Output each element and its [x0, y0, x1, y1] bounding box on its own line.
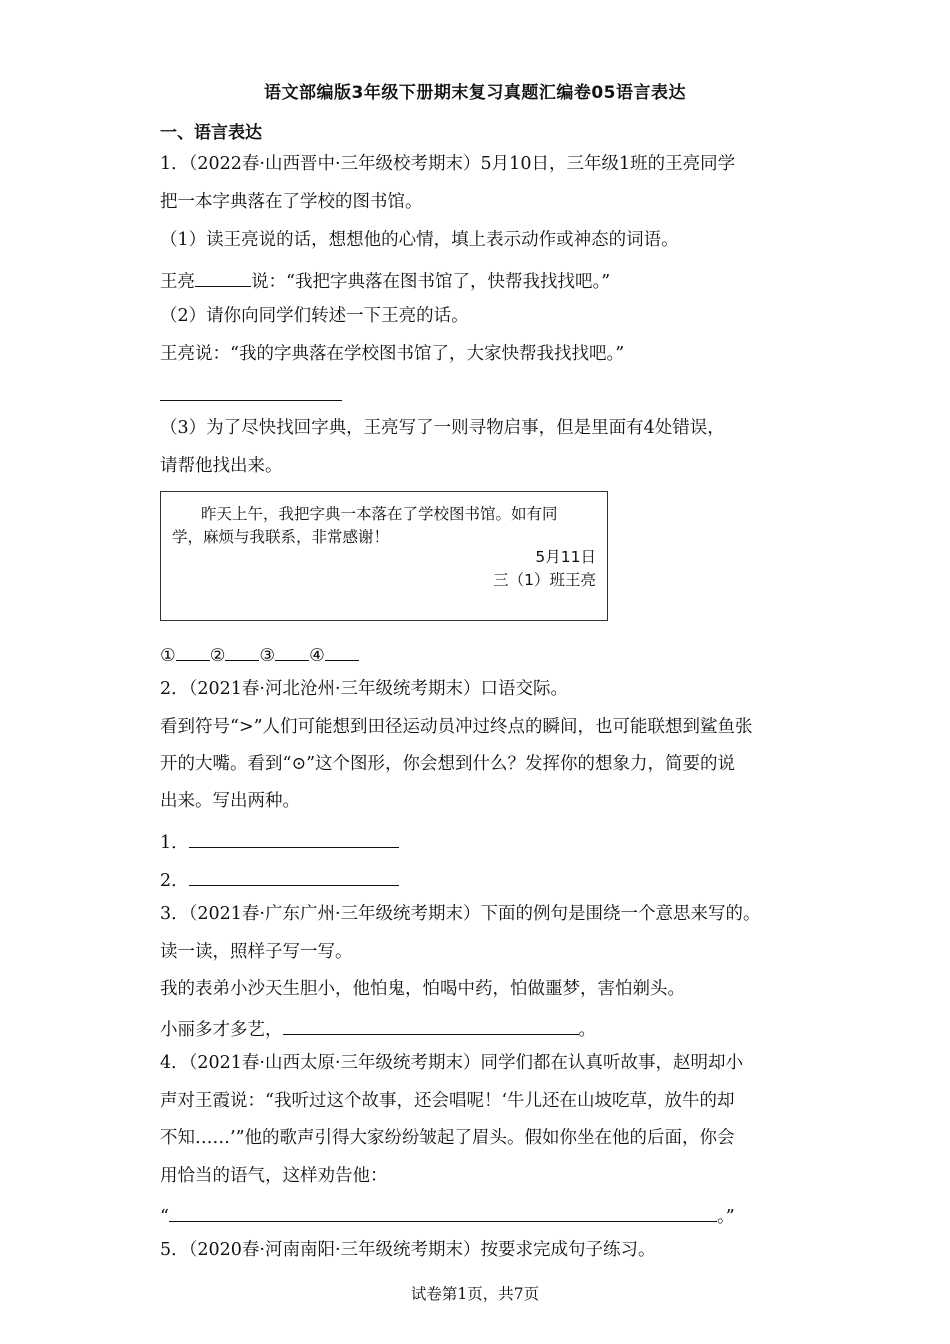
q4-line1: 4．（2021春·山西太原·三年级统考期末）同学们都在认真听故事，赵明却小: [160, 1053, 744, 1073]
q1-sub1-blank[interactable]: [195, 270, 251, 287]
lost-item-notice: [160, 491, 608, 621]
q2-answer-2-blank[interactable]: [189, 869, 399, 886]
page-footer: 试卷第1页，共7页: [410, 1285, 540, 1303]
q3-end: 。: [578, 1020, 596, 1040]
q1-sub3-line2: 请帮他找出来。: [160, 456, 283, 476]
q1-sub2-answer-line[interactable]: [160, 400, 342, 401]
q4-answer-row: [160, 1205, 735, 1227]
notice-line2: 学，麻烦与我联系，非常感谢！: [172, 528, 390, 546]
q1-line1: 1．（2022春·山西晋中·三年级校考期末）5月10日，三年级1班的王亮同学: [160, 154, 736, 174]
q3-line2: 读一读，照样子写一写。: [160, 942, 353, 962]
q2-answer-1: [160, 831, 399, 853]
q1-line2: 把一本字典落在了学校的图书馆。: [160, 192, 423, 212]
section-heading: 一、语言表达: [160, 123, 262, 143]
q4-line2: 声对王霞说：“我听过这个故事，还会唱呢！‘牛儿还在山坡吃草，放牛的却: [160, 1091, 735, 1111]
q1-sub1-prefix: 王亮: [160, 272, 195, 292]
q2-answer-2-label: 2．: [160, 871, 189, 891]
answer-blank-2[interactable]: [225, 644, 259, 661]
page-title: 语文部编版3年级下册期末复习真题汇编卷05语言表达: [264, 83, 686, 103]
notice-line1: 昨天上午，我把字典一本落在了学校图书馆。如有同: [201, 505, 558, 523]
q2-answer-1-blank[interactable]: [189, 831, 399, 848]
q1-sub3-line1: （3）为了尽快找回字典，王亮写了一则寻物启事，但是里面有4处错误，: [160, 418, 725, 438]
q4-line4: 用恰当的语气，这样劝告他：: [160, 1166, 388, 1186]
q4-close-quote: 。”: [716, 1207, 735, 1227]
q1-sub2-quote: 王亮说：“我的字典落在学校图书馆了，大家快帮我找找吧。”: [160, 344, 625, 364]
answer-label-4: ④: [309, 646, 325, 666]
q1-sub2: （2）请你向同学们转述一下王亮的话。: [160, 306, 469, 326]
q2-line1: 2．（2021春·河北沧州·三年级统考期末）口语交际。: [160, 679, 569, 699]
answer-blank-1[interactable]: [176, 644, 210, 661]
q4-open-quote: “: [160, 1207, 169, 1227]
q3-example: 我的表弟小沙天生胆小，他怕鬼，怕喝中药，怕做噩梦，害怕剃头。: [160, 979, 685, 999]
q3-prompt-row: [160, 1018, 596, 1040]
answer-label-2: ②: [209, 646, 226, 666]
q2-line2: 看到符号“>”人们可能想到田径运动员冲过终点的瞬间，也可能联想到鲨鱼张: [160, 717, 753, 737]
q4-line3: 不知……’”他的歌声引得大家纷纷皱起了眉头。假如你坐在他的后面，你会: [160, 1128, 735, 1148]
notice-signature: 三（1）班王亮: [493, 571, 596, 589]
q1-sub1-answer: [160, 270, 610, 292]
q4-answer-blank[interactable]: [169, 1205, 717, 1222]
q1-sub1-suffix: 说：“我把字典落在图书馆了，快帮我找找吧。”: [251, 272, 611, 292]
answer-blank-3[interactable]: [275, 644, 309, 661]
q2-answer-1-label: 1．: [160, 833, 189, 853]
answer-label-3: ③: [259, 646, 276, 666]
notice-date: 5月11日: [535, 548, 596, 566]
answer-blank-4[interactable]: [325, 644, 359, 661]
q1-answer-row: [160, 644, 359, 666]
q2-line3: 开的大嘴。看到“⊙”这个图形，你会想到什么？发挥你的想象力，简要的说: [160, 754, 736, 774]
q3-answer-blank[interactable]: [283, 1018, 579, 1035]
q3-prompt: 小丽多才多艺，: [160, 1020, 283, 1040]
q2-line4: 出来。写出两种。: [160, 791, 300, 811]
q5-line1: 5．（2020春·河南南阳·三年级统考期末）按要求完成句子练习。: [160, 1240, 656, 1260]
answer-label-1: ①: [160, 646, 176, 666]
q3-line1: 3．（2021春·广东广州·三年级统考期末）下面的例句是围绕一个意思来写的。: [160, 904, 761, 924]
q2-answer-2: [160, 869, 399, 891]
q1-sub1: （1）读王亮说的话，想想他的心情，填上表示动作或神态的词语。: [160, 230, 679, 250]
